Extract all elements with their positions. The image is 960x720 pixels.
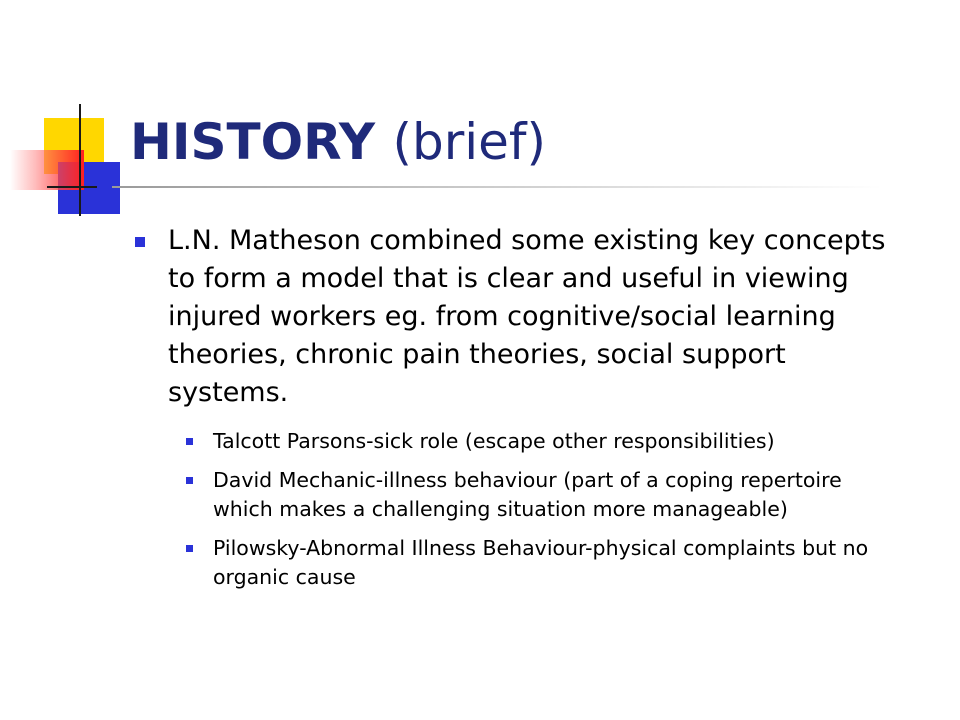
logo-vertical-line: [79, 104, 81, 216]
slide-title-sub: (brief): [392, 113, 547, 171]
sub-bullet-list: [186, 427, 906, 602]
sub-bullet-text: Talcott Parsons-sick role (escape other responsibilities): [213, 429, 775, 453]
sub-bullet-square-icon: [186, 477, 193, 484]
sub-bullet-item: [186, 427, 906, 456]
logo-horizontal-line: [47, 186, 97, 188]
sub-bullet-square-icon: [186, 438, 193, 445]
main-bullet-square-icon: [135, 237, 145, 247]
slide-title-main: HISTORY: [130, 113, 376, 171]
sub-bullet-text: David Mechanic-illness behaviour (part of a coping repertoire which makes a challenging situation more manageable): [213, 468, 842, 521]
sub-bullet-item: [186, 466, 906, 524]
sub-bullet-item: [186, 534, 906, 592]
main-bullet-text: L.N. Matheson combined some existing key concepts to form a model that is clear and useful in viewing injured workers eg. from cognitive/social learning theories, chronic pain theories, social support systems.: [168, 225, 886, 408]
logo-red-gradient-bar: [10, 150, 84, 190]
slide-title: [130, 112, 546, 172]
sub-bullet-square-icon: [186, 545, 193, 552]
title-underline: [112, 186, 882, 188]
sub-bullet-text: Pilowsky-Abnormal Illness Behaviour-physical complaints but no organic cause: [213, 536, 869, 589]
